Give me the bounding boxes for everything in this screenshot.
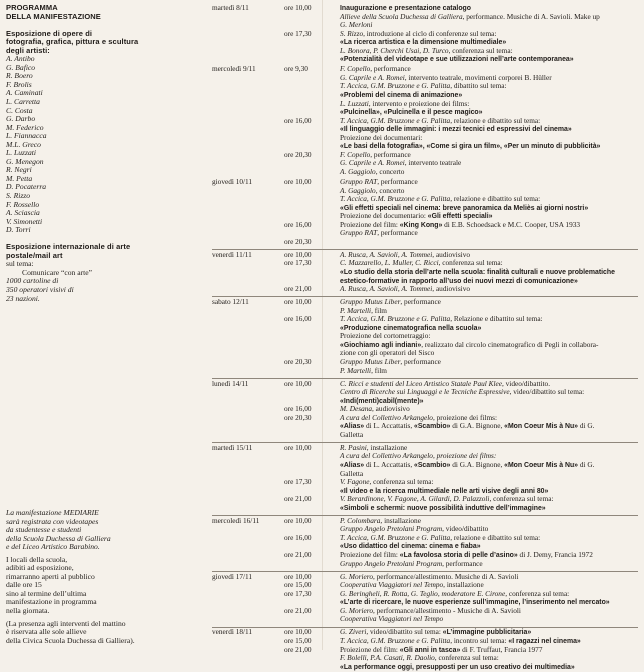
event-note: , Relazione e dibattito sul tema: [450, 314, 543, 324]
artist-name: M.L. Greco [6, 139, 41, 149]
event-participants: T. Accica, G.M. Bruzzone e G. Palitta [340, 532, 451, 542]
mail-art-detail-3: 23 nazioni. [6, 293, 40, 303]
event-note: , intervento teatrale [404, 158, 462, 168]
event-text [340, 431, 363, 440]
artist-name: G. Menegon [6, 156, 44, 166]
note-video-2: sarà registrata con videotapes [6, 516, 99, 526]
event-note: , proiezione dei films: [432, 412, 498, 422]
event-participants: G. Ziveri [340, 627, 367, 637]
event-text [340, 654, 499, 663]
event-note: zione con gli operatori del Sisco [340, 348, 435, 358]
artist-name: M. Federico [6, 122, 44, 132]
time-label: ore 10,00 [284, 442, 312, 452]
event-note: , installazione [443, 580, 484, 590]
event-title: «Simboli e schermi: nuove possibilità induttive dell’immagine» [340, 504, 546, 512]
event-title: «Il video e la ricerca multimediale nelle arti visive degli anni 80» [340, 487, 549, 495]
event-participants: C. Ricci e studenti del Liceo Artistico Statale Paul Klee [340, 378, 502, 388]
event-note: Proiezione del documentario: [340, 211, 428, 221]
event-note: , installazione [380, 515, 421, 525]
event-title: «Le basi della fotografia», «Come si gira un film», «Per un minuto di pubblicità» [340, 143, 601, 151]
event-note: , performance [377, 177, 418, 186]
note-morning-2: è riservata alle sole allieve [6, 627, 87, 637]
time-label: ore 16,00 [284, 404, 312, 414]
event-text [340, 590, 569, 599]
left-column [6, 3, 204, 645]
time-label: ore 20,30 [284, 236, 312, 246]
artist-name: R. Negri [6, 165, 32, 175]
event-participants: G. Caprile e A. Romei [340, 72, 405, 82]
exhibition-heading-line-1: Esposizione di opere di [6, 28, 93, 38]
event-title: «Il linguaggio delle immagini: i mezzi tecnici ed espressivi del cinema» [340, 126, 572, 134]
event-title: «L’immagine pubblicitaria» [442, 629, 532, 637]
artist-name: A. Caminati [6, 88, 43, 98]
event-note: Proiezione dei documentari: [340, 132, 423, 142]
event-note: , intervento e proiezione dei films: [368, 98, 470, 108]
day-label: mercoledì 9/11 [212, 64, 256, 74]
event-note: , audiovisivo [372, 404, 410, 414]
event-text [340, 30, 496, 39]
mail-art-theme-label: sul tema: [6, 259, 34, 269]
event-note: , conferenza sul tema: [434, 653, 499, 663]
event-participants: G. Beringheli, R. Rotta, G. Teglio, moderatore E. Cirone [340, 588, 506, 598]
day-label: lunedì 14/11 [212, 378, 249, 388]
event-title: «Lo studio della storia dell’arte nella scuola: finalità culturali e nuove problematiche [340, 268, 615, 276]
artist-name: V. Simonetti [6, 216, 43, 226]
event-note: , relazione e dibattito sul tema: [450, 532, 541, 542]
event-text [340, 461, 594, 471]
artist-list [6, 55, 204, 234]
event-note: Proiezione del film: [340, 644, 400, 654]
event-text [340, 134, 422, 143]
event-note: , conferenza sul tema: [489, 494, 554, 504]
event-note: Proiezione del cortometraggio: [340, 331, 431, 341]
event-text [340, 663, 575, 672]
event-participants: G. Merloni [340, 20, 373, 30]
event-title: «King Kong» [399, 221, 443, 229]
note-video-5: e del Liceo Artistico Barabino. [6, 542, 100, 552]
event-title: «Gli effetti speciali nel cinema: breve panoramica da Meliès ai giorni nostri» [340, 204, 589, 212]
time-label: ore 21,00 [284, 605, 312, 615]
note-hours-3: rimarranno aperti al pubblico [6, 571, 95, 581]
event-text [340, 478, 434, 487]
time-label: ore 17,30 [284, 588, 312, 598]
event-text [340, 315, 543, 324]
event-text [340, 332, 430, 341]
event-note: , performance [370, 64, 411, 74]
note-morning-3: della Civica Scuola Duchessa di Galliera). [6, 635, 135, 645]
time-label: ore 21,00 [284, 284, 312, 294]
time-label: ore 9,30 [284, 64, 308, 74]
time-label: ore 16,00 [284, 115, 312, 125]
note-hours-6: manifestazione in programma [6, 597, 97, 607]
event-participants: F. Copello [340, 149, 371, 159]
day-label: sabato 12/11 [212, 297, 249, 307]
artist-name: G. Bafico [6, 62, 36, 72]
event-title: «Giochiamo agli indiani» [340, 341, 422, 349]
event-text [340, 259, 503, 268]
event-participants: V. Fagone [340, 477, 370, 487]
event-participants: Cooperativa Viaggiatori nel Tempo [340, 580, 444, 590]
time-label: ore 15,00 [284, 635, 312, 645]
event-participants: Gruppo Angelo Pretolani Program [340, 524, 443, 534]
event-note: , film [371, 365, 387, 375]
event-text [340, 82, 507, 91]
event-title: «Alias» [340, 423, 365, 431]
day-label: venerdì 11/11 [212, 249, 252, 259]
event-participants: Allieve della Scuola Duchessa di Galliera [340, 11, 463, 21]
artist-name: A. Antibo [6, 54, 35, 64]
time-label: ore 21,00 [284, 494, 312, 504]
event-text [340, 229, 418, 238]
artist-name: F. Brolis [6, 79, 32, 89]
event-note: , video/dibattito sul tema: [509, 387, 585, 397]
event-participants: T. Accica, G.M. Bruzzone e G. Palitta [340, 81, 451, 91]
artist-name: D. Pocaterra [6, 182, 47, 192]
note-hours-1: I locali della scuola, [6, 554, 68, 564]
mail-art-theme: Comunicare “con arte” [22, 267, 92, 277]
event-participants: G. Moriero [340, 571, 373, 581]
event-title: «Indi(menti)cabil(mente)» [340, 397, 424, 405]
event-note: , conferenza sul tema: [369, 477, 434, 487]
event-note: Proiezione del film: [340, 550, 400, 560]
event-participants: Gruppo Mutus Liber [340, 356, 401, 366]
event-participants: A. Rusca, A. Savioli, A. Tommei [340, 249, 433, 259]
event-note: , dibattito sul tema: [450, 81, 507, 91]
event-note: , realizzato dal circolo cinematografico di Pegli in collabora- [421, 339, 599, 349]
note-hours-2: adibiti ad esposizione, [6, 563, 74, 573]
event-title: «Alias» [340, 462, 365, 470]
event-participants: F. Bolelli, P.A. Casati, R. Daolio [340, 653, 435, 663]
event-note: , conferenza sul tema: [448, 45, 513, 55]
event-title: «Mon Coeur Mis à Nu» [504, 423, 579, 431]
event-participants: F. Copello [340, 64, 371, 74]
event-title: «Gli effetti speciali» [427, 213, 493, 221]
time-label: ore 10,00 [284, 177, 312, 186]
event-participants: L. Bonora, P. Cherchi Usai, D. Turco [340, 45, 449, 55]
artist-name: L. Carretta [6, 96, 40, 106]
event-text [340, 285, 470, 294]
event-text [340, 504, 546, 514]
event-participants: A. Gaggiolo [340, 166, 376, 176]
time-label: ore 20,30 [284, 412, 312, 422]
artist-name: G. Darbo [6, 114, 36, 124]
event-text [340, 534, 540, 543]
mail-art-heading-line-1: Esposizione internazionale di arte [6, 242, 131, 252]
event-text [340, 495, 553, 504]
event-text [340, 13, 600, 22]
event-participants: Gruppo RAT [340, 177, 378, 186]
time-label: ore 10,00 [284, 378, 312, 388]
event-participants: P. Martelli [340, 365, 372, 375]
note-video-3: da studentesse e studenti [6, 525, 82, 535]
time-label: ore 17,30 [284, 477, 312, 487]
event-note: , installazione [366, 442, 408, 452]
event-note: di G.A. Bignone, [450, 421, 505, 431]
artist-name: R. Boero [6, 71, 33, 81]
exhibition-heading-line-3: degli artisti: [6, 45, 50, 55]
event-participants: T. Accica, G.M. Bruzzone e G. Palitta [340, 194, 451, 204]
day-label: martedì 8/11 [212, 3, 249, 12]
event-note: , audiovisivo [432, 249, 470, 259]
event-note: , relazione e dibattito sul tema: [450, 115, 541, 125]
note-morning-1: (La presenza agli interventi del mattino [6, 618, 126, 628]
event-title: «Gli anni in tasca» [399, 646, 461, 654]
event-note: , concerto [375, 185, 405, 195]
event-title: «Pulcinella», «Pulcinella e il pesce magico» [340, 109, 483, 117]
event-note: di E.B. Schoedsack e M.C. Cooper, USA 1933 [442, 219, 581, 229]
event-participants: C. Mazzarello, L. Muller, C. Ricci [340, 258, 439, 268]
event-note: Galletta [340, 429, 364, 439]
event-participants: P. Martelli [340, 305, 372, 315]
day-label: mercoledì 16/11 [212, 515, 260, 525]
page-fold [322, 0, 323, 650]
event-note: , performance. Musiche di A. Savioli. Make up [462, 11, 600, 21]
event-note: di G.A. Bignone, [450, 460, 505, 470]
event-participants: T. Accica, G.M. Bruzzone e G. Palitta [340, 635, 451, 645]
event-note: , incontro sul tema: [450, 635, 509, 645]
event-participants: G. Moriero [340, 605, 373, 615]
event-text [340, 388, 584, 397]
event-participants: G. Caprile e A. Romei [340, 158, 405, 168]
time-label: ore 10,00 [284, 627, 312, 637]
note-video-1: La manifestazione MEDIARIE [6, 508, 99, 517]
event-note: , relazione e dibattito sul tema: [450, 194, 541, 204]
event-participants: T. Accica, G.M. Bruzzone e G. Palitta [340, 314, 451, 324]
day-label: venerdì 18/11 [212, 627, 253, 637]
event-participants: P. Colombara [340, 515, 381, 525]
event-title: estetico-formative in rapporto all’uso dei nuovi mezzi di comunicazione» [340, 277, 578, 285]
event-note: , performance [400, 297, 441, 307]
event-participants: A. Rusca, A. Savioli, A. Tommei [340, 284, 433, 294]
time-label: ore 20,30 [284, 149, 312, 159]
mail-art-detail-2: 350 operatori visivi di [6, 284, 74, 294]
time-label: ore 10,00 [284, 249, 312, 259]
event-participants: Gruppo Mutus Liber [340, 297, 401, 307]
exhibition-heading-line-2: fotografia, grafica, pittura e scultura [6, 37, 139, 47]
event-note: , video/dibattito. [502, 378, 551, 388]
artist-name: A. Sciascia [6, 208, 40, 218]
event-note: di J. Demy, Francia 1972 [517, 550, 593, 560]
event-text [340, 615, 443, 624]
event-text [340, 195, 540, 204]
event-title: «Mon Coeur Mis à Nu» [504, 462, 579, 470]
event-note: , audiovisivo [432, 284, 470, 294]
event-note: , concerto [375, 166, 405, 176]
day-divider [212, 515, 638, 516]
event-note: , conferenza sul tema: [438, 258, 503, 268]
event-participants: R. Pasini [340, 442, 367, 452]
time-label: ore 16,00 [284, 219, 312, 229]
event-title: «Problemi del cinema di animazione» [340, 91, 463, 99]
event-note: , video/dibattito sul tema: [366, 627, 443, 637]
program-title-line-2: DELLA MANIFESTAZIONE [6, 11, 101, 21]
event-text [340, 100, 469, 109]
event-title: «Uso didattico del cinema: cinema e fiaba» [340, 543, 481, 551]
event-title: «La favolosa storia di pelle d’asino» [399, 552, 518, 560]
program-title-line-1: PROGRAMMA [6, 3, 58, 12]
event-note: , intervento teatrale, movimenti corporei B. Hüller [404, 72, 552, 82]
event-title: «La performance oggi, presupposti per un uso creativo dei multimedia» [340, 663, 575, 671]
time-label: ore 10,00 [284, 515, 312, 525]
note-video-4: della Scuola Duchessa di Galliera [6, 533, 111, 543]
time-label: ore 20,30 [284, 356, 312, 366]
note-hours-4: dalle ore 15 [6, 580, 42, 590]
event-title: «L’arte di ricercare, le nuove esperienze sull’immagine, l’inserimento nel mercato» [340, 599, 610, 607]
event-title: «Scambio» [414, 462, 451, 470]
event-participants: A cura del Collettivo Arkangelo [340, 412, 433, 422]
time-label: ore 21,00 [284, 644, 312, 654]
event-participants: L. Luzzati [340, 98, 369, 108]
artist-name: D. Torri [6, 225, 31, 235]
event-text [340, 560, 483, 569]
time-label: ore 17,30 [284, 258, 312, 268]
event-participants: A cura del Collettivo Arkangelo, proiezione dei films: [340, 451, 497, 461]
day-label: giovedì 10/11 [212, 177, 253, 186]
event-participants: Centro di Ricerche sui Linguaggi e le Tecniche Espressive [340, 387, 510, 397]
artist-name: F. Rossello [6, 199, 40, 209]
event-text [340, 422, 594, 432]
time-label: ore 15,00 [284, 580, 312, 590]
event-title: «Potenzialità del videotape e sue utilizzazioni nell’arte contemporanea» [340, 56, 574, 64]
mail-art-heading-line-2: postale/mail art [6, 250, 63, 260]
event-note: di L. Accattatis, [364, 460, 414, 470]
event-text [340, 117, 540, 126]
event-note: di F. Truffaut, Francia 1977 [460, 644, 543, 654]
event-participants: Gruppo Angelo Pretolani Program [340, 558, 443, 568]
event-note: Proiezione del film: [340, 219, 400, 229]
event-participants: V. Berardinone, V. Fagone, A. Gilardi, D. Palazzoli [340, 494, 490, 504]
time-label: ore 10,00 [284, 571, 312, 581]
event-title: «Scambio» [414, 423, 451, 431]
event-note: di L. Accattatis, [364, 421, 414, 431]
event-participants: Gruppo RAT [340, 228, 378, 238]
artist-name: L. Luzzati [6, 148, 36, 158]
event-title: «La ricerca artistica e la dimensione multimediale» [340, 39, 507, 47]
event-note: , performance [370, 149, 411, 159]
event-note: Galletta [340, 468, 364, 478]
event-note: , performance/allestimento. Musiche di A. Savioli [372, 571, 519, 581]
day-label: martedì 15/11 [212, 442, 253, 452]
event-note: , performance [400, 356, 441, 366]
event-participants: M. Desana [340, 404, 373, 414]
event-participants: Cooperativa Viaggiatori nel Tempo [340, 614, 444, 624]
time-label: ore 10,00 [284, 297, 312, 307]
time-label: ore 16,00 [284, 314, 312, 324]
event-title: «Produzione cinematografica nella scuola» [340, 324, 482, 332]
event-note: , introduzione al ciclo di conferenze sul tema: [363, 28, 497, 38]
mail-art-detail-1: 1000 cartoline di [6, 276, 59, 286]
event-note: , film [371, 305, 387, 315]
day-label: giovedì 17/11 [212, 571, 253, 581]
time-label: ore 16,00 [284, 532, 312, 542]
event-title: Inaugurazione e presentazione catalogo [340, 5, 471, 12]
note-hours-5: sino al termine dell’ultima [6, 588, 87, 598]
event-note: , performance [377, 228, 418, 238]
event-note: di G. [578, 421, 595, 431]
event-note: , conferenza sul tema: [505, 588, 570, 598]
artist-name: C. Costa [6, 105, 33, 115]
artist-name: M. Petta [6, 173, 33, 183]
event-note: di G. [578, 460, 595, 470]
event-text [340, 168, 404, 177]
day-divider [212, 442, 638, 443]
artist-name: S. Rizzo [6, 190, 31, 200]
event-text [340, 367, 387, 376]
event-participants: T. Accica, G.M. Bruzzone e G. Palitta [340, 115, 451, 125]
event-title: «I ragazzi nel cinema» [508, 637, 581, 645]
time-label: ore 10,00 [284, 3, 312, 12]
event-note: , performance/allestimento - Musiche di A. Savioli [372, 605, 521, 615]
event-participants: A. Gaggiolo [340, 185, 376, 195]
event-note: , video/dibattito [442, 524, 489, 534]
event-participants: S. Rizzo [340, 28, 364, 38]
time-label: ore 21,00 [284, 550, 312, 560]
artist-name: L. Fiannacca [6, 131, 47, 141]
event-text [340, 47, 513, 56]
time-label: ore 17,30 [284, 28, 312, 38]
note-hours-7: nella giornata. [6, 606, 50, 616]
event-note: , performance [442, 558, 483, 568]
